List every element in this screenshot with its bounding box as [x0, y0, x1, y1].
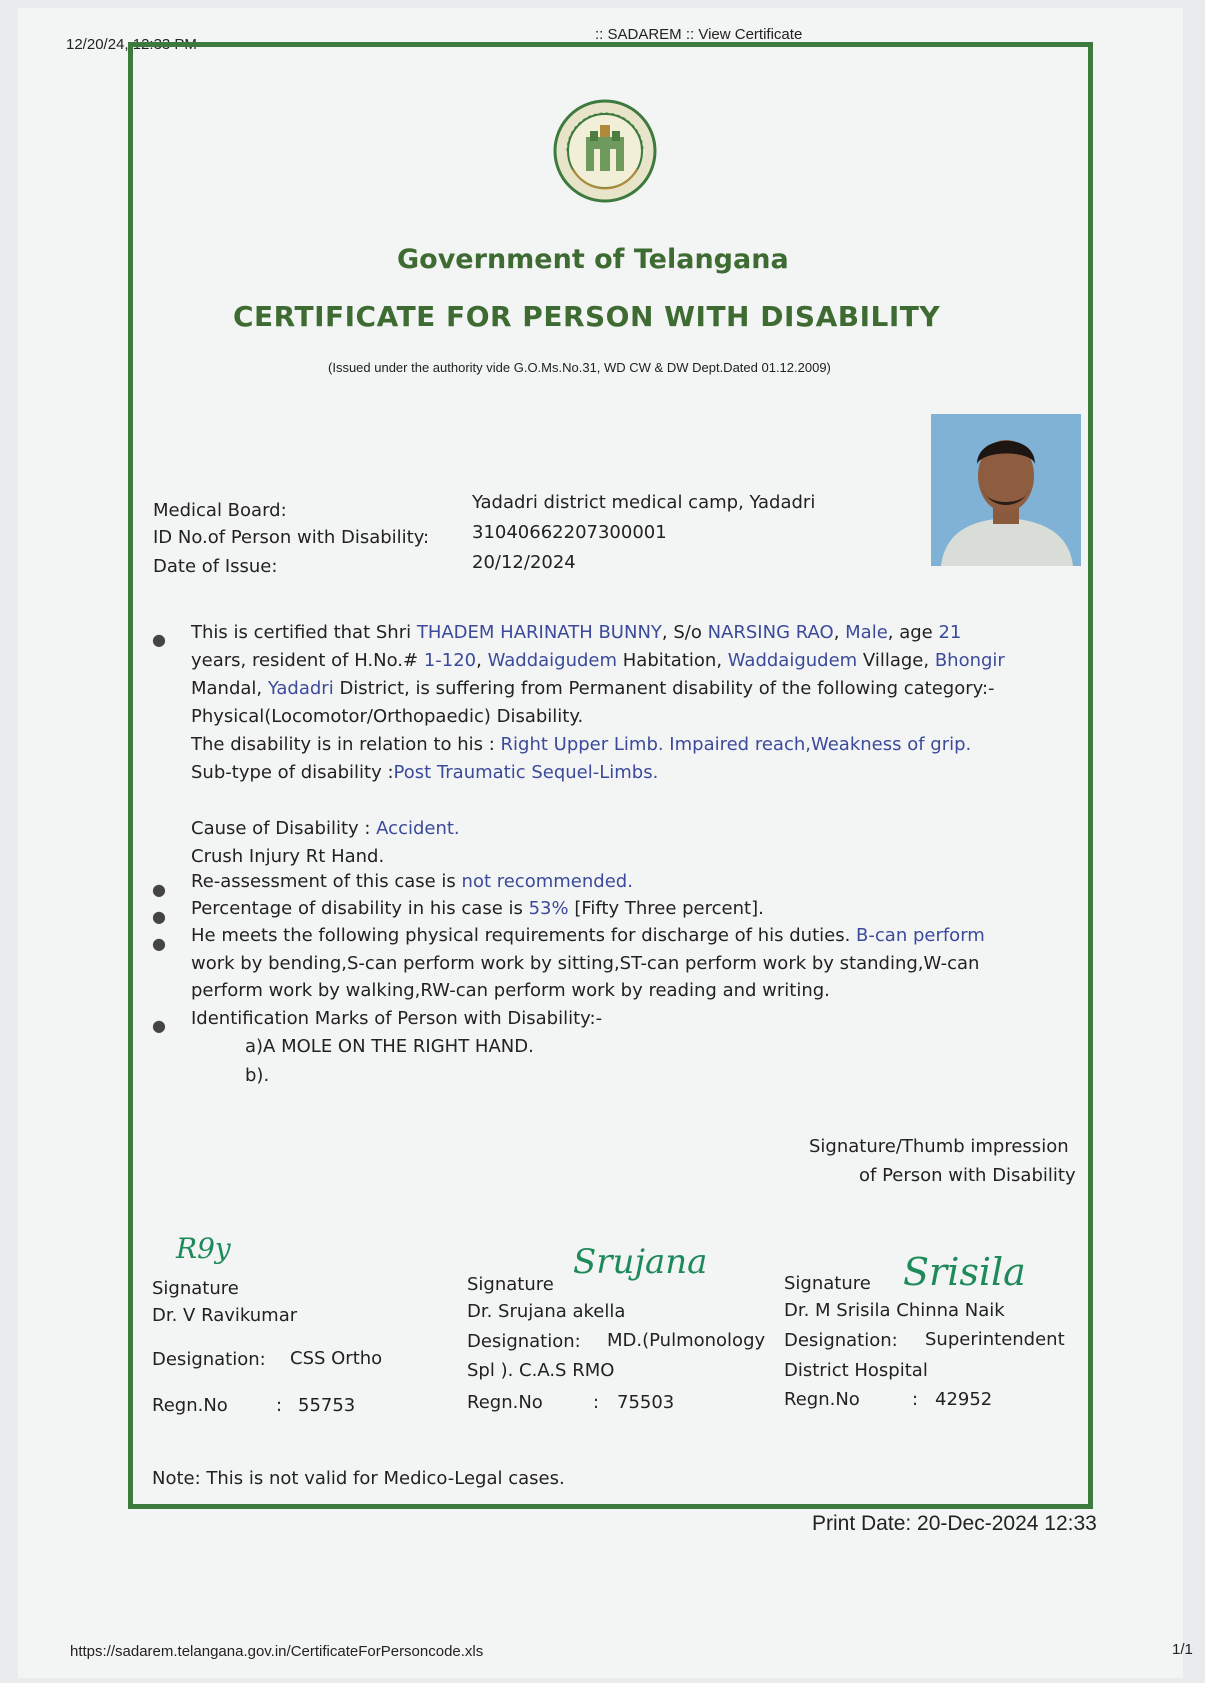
regn-label-3: Regn.No — [784, 1389, 860, 1410]
designation-label-2: Designation: — [467, 1331, 581, 1352]
physical-requirements-3: perform work by walking,RW-can perform work by reading and writing. — [191, 980, 830, 1001]
print-page-title: :: SADAREM :: View Certificate — [595, 26, 803, 43]
signature-label-2: Signature — [467, 1274, 554, 1295]
designation-value-1: CSS Ortho — [290, 1348, 383, 1369]
regn-number-3: 42952 — [935, 1389, 993, 1410]
regn-separator-3: : — [912, 1389, 919, 1410]
disability-category: Physical(Locomotor/Orthopaedic) Disability. — [191, 706, 584, 727]
authority-note: (Issued under the authority vide G.O.Ms.No.31, WD CW & DW Dept.Dated 01.12.2009) — [328, 360, 831, 375]
signature-label-3: Signature — [784, 1273, 871, 1294]
print-page-count: 1/1 — [1172, 1641, 1193, 1658]
certificate-line-2: years, resident of H.No.# 1-120, Waddaigudem Habitation, Waddaigudem Village, Bhongir — [191, 650, 1005, 671]
date-label: Date of Issue: — [153, 556, 278, 577]
designation-value-2a: MD.(Pulmonology — [607, 1330, 766, 1351]
designation-value-3a: Superintendent — [925, 1329, 1065, 1350]
district: Yadadri — [267, 678, 334, 699]
thumb-impression-line-1: Signature/Thumb impression — [809, 1136, 1069, 1157]
designation-label-1: Designation: — [152, 1349, 266, 1370]
house-number: 1-120 — [423, 650, 477, 671]
habitation: Waddaigudem — [487, 650, 618, 671]
signatory-name-1: Dr. V Ravikumar — [152, 1305, 298, 1326]
print-datetime: 12/20/24, 12:33 PM — [66, 36, 197, 53]
certificate-line-1: This is certified that Shri THADEM HARINATH BUNNY, S/o NARSING RAO, Male, age 21 — [191, 622, 962, 643]
bullet-icon: ● — [152, 934, 166, 953]
disability-percentage: Percentage of disability in his case is 53% [Fifty Three percent]. — [191, 898, 764, 919]
signature-handwriting-3: Srisila — [903, 1250, 1026, 1294]
disability-subtype: Sub-type of disability :Post Traumatic Sequel-Limbs. — [191, 762, 659, 783]
regn-separator-1: : — [276, 1395, 283, 1416]
regn-label-1: Regn.No — [152, 1395, 228, 1416]
disability-relation: The disability is in relation to his : Right Upper Limb. Impaired reach,Weakness of grip. — [191, 734, 972, 755]
id-value: 31040662207300001 — [472, 522, 667, 543]
person-photo — [931, 414, 1081, 566]
signature-handwriting-1: R9y — [176, 1232, 231, 1265]
bullet-icon: ● — [152, 907, 166, 926]
telangana-emblem-icon — [553, 99, 657, 203]
designation-value-3b: District Hospital — [784, 1360, 928, 1381]
medical-board-label: Medical Board: — [153, 500, 287, 521]
date-value: 20/12/2024 — [472, 552, 576, 573]
identification-marks-label: Identification Marks of Person with Disability:- — [191, 1008, 603, 1029]
reassessment: Re-assessment of this case is not recommended. — [191, 871, 633, 892]
certificate-line-3: Mandal, Yadadri District, is suffering from Permanent disability of the following category:- — [191, 678, 995, 699]
thumb-impression-line-2: of Person with Disability — [859, 1165, 1076, 1186]
village: Waddaigudem — [727, 650, 858, 671]
print-url: https://sadarem.telangana.gov.in/CertificateForPersoncode.xls — [70, 1643, 484, 1660]
regn-label-2: Regn.No — [467, 1392, 543, 1413]
mandal: Bhongir — [934, 650, 1005, 671]
regn-separator-2: : — [593, 1392, 600, 1413]
bullet-icon: ● — [152, 1016, 166, 1035]
designation-value-2b: Spl ). C.A.S RMO — [467, 1360, 615, 1381]
government-heading: Government of Telangana — [397, 244, 789, 275]
medico-legal-note: Note: This is not valid for Medico-Legal cases. — [152, 1468, 565, 1489]
signatory-name-2: Dr. Srujana akella — [467, 1301, 626, 1322]
identification-mark-a: a)A MOLE ON THE RIGHT HAND. — [245, 1036, 534, 1057]
signature-handwriting-2: Srujana — [573, 1242, 708, 1282]
print-date: Print Date: 20-Dec-2024 12:33 — [812, 1512, 1097, 1535]
regn-number-2: 75503 — [617, 1392, 675, 1413]
age: 21 — [938, 622, 962, 643]
medical-board-value: Yadadri district medical camp, Yadadri — [472, 492, 816, 513]
bullet-icon: ● — [152, 880, 166, 899]
signature-label-1: Signature — [152, 1278, 239, 1299]
designation-label-3: Designation: — [784, 1330, 898, 1351]
person-name: THADEM HARINATH BUNNY — [416, 622, 662, 643]
disability-cause: Cause of Disability : Accident. — [191, 818, 460, 839]
gender: Male — [845, 622, 888, 643]
signatory-name-3: Dr. M Srisila Chinna Naik — [784, 1300, 1005, 1321]
certificate-title: CERTIFICATE FOR PERSON WITH DISABILITY — [233, 300, 941, 333]
cause-detail: Crush Injury Rt Hand. — [191, 846, 385, 867]
father-name: NARSING RAO — [707, 622, 834, 643]
regn-number-1: 55753 — [298, 1395, 356, 1416]
id-label: ID No.of Person with Disability: — [153, 527, 430, 548]
physical-requirements: He meets the following physical requirements for discharge of his duties. B-can perform — [191, 925, 985, 946]
person-silhouette-icon — [931, 414, 1081, 566]
bullet-icon: ● — [152, 630, 166, 649]
physical-requirements-2: work by bending,S-can perform work by sitting,ST-can perform work by standing,W-can — [191, 953, 980, 974]
identification-mark-b: b). — [245, 1065, 270, 1086]
